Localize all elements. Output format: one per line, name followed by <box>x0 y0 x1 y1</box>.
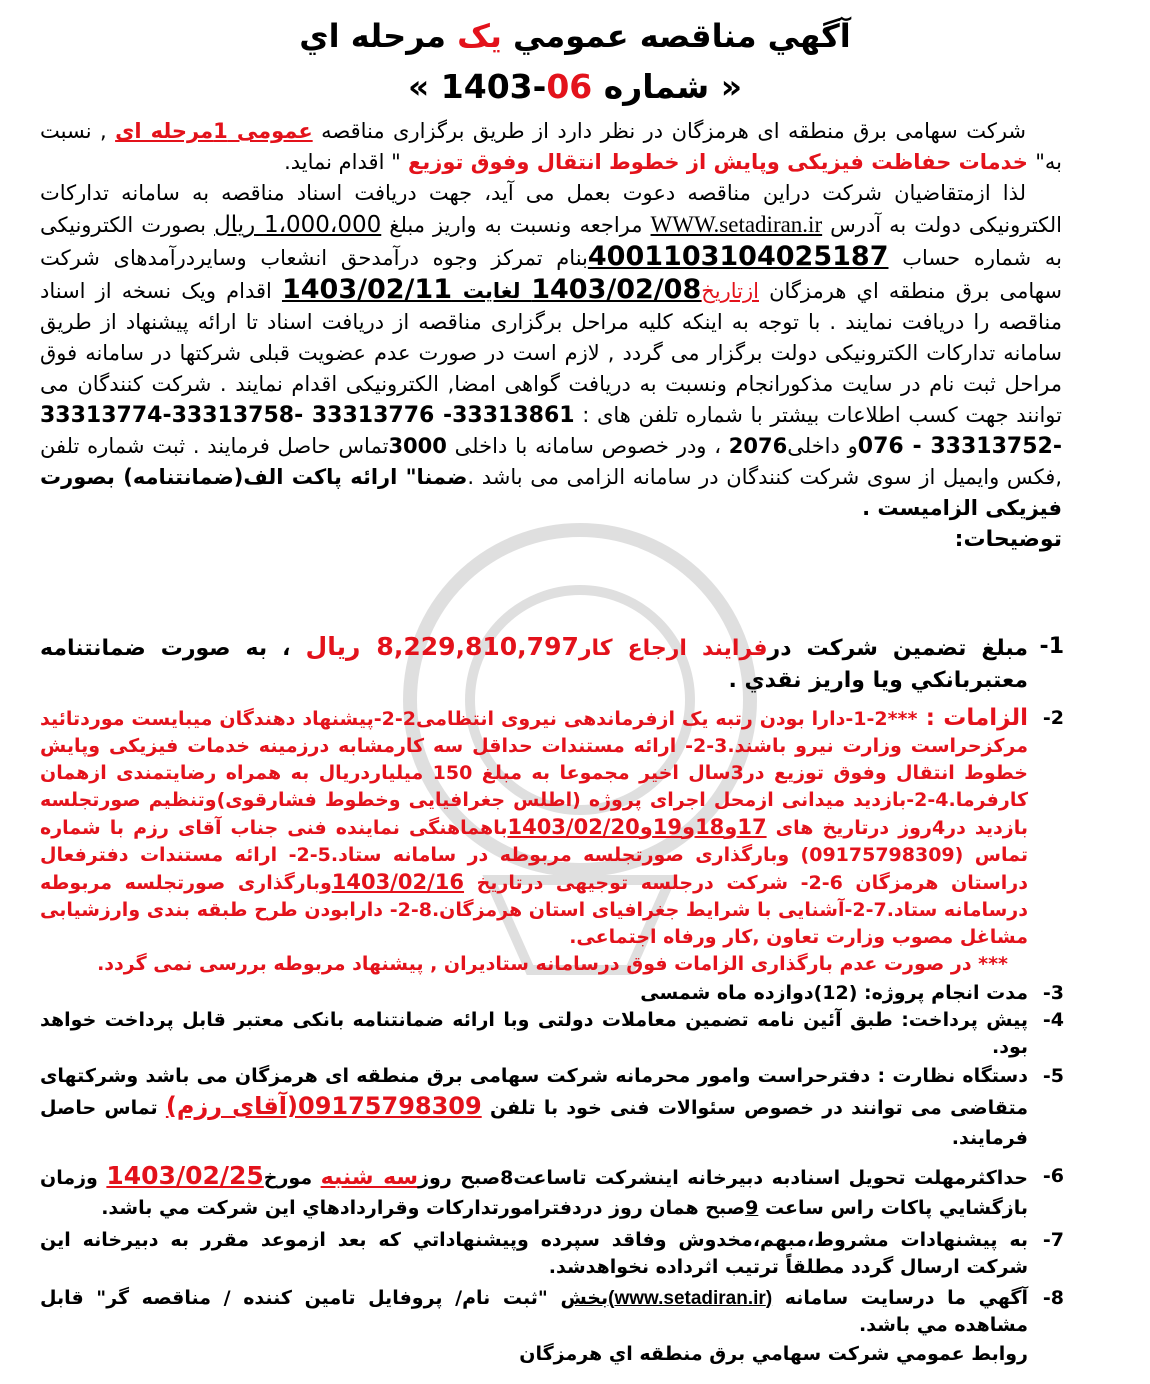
item-text-2: "ثبت نام/ پروفایل تامین كننده / مناقصه گر" قابل مشاهده مي باشد. <box>40 1287 1028 1336</box>
list-item-5 <box>40 1061 1062 1153</box>
number-suffix: -1403 » <box>407 67 547 106</box>
notice-number <box>0 64 1150 110</box>
list-item-1 <box>40 631 1062 697</box>
item-text-2: ، به صورت ضمانتنامه معتبربانكي ويا واريز نقدي . <box>40 636 1028 693</box>
intro-text-3: " اقدام نماید. <box>284 150 401 174</box>
account-number: 4001103104025187 <box>587 241 889 272</box>
briefing-date: 1403/02/16 <box>331 870 465 894</box>
deadline-date: 1403/02/25 <box>106 1161 264 1190</box>
item-text: مدت انجام پروژه: (12)دوازده ماه شمسی <box>640 982 1028 1004</box>
list-item-8 <box>40 1285 1062 1339</box>
instructions-paragraph <box>40 178 1062 524</box>
requirements-note: *** در صورت عدم بارگذاری الزامات فوق درسامانه ستادیران , پیشنهاد مربوطه بررسی نمی گردد. <box>97 953 1008 975</box>
requirements-text: ***2-1-دارا بودن رتبه یک ازفرماندهی نیروی انتظامی2-2-پیشنهاد دهندگان میبایست موردتائید مرکزحراست وزارت نیرو باشند.3-2- ارائه مستندات حداقل سه کارمشابه درزمینه خدمات فیزیکی وپایش خطوط انتقال وفوق توزیع در3سال اخیر مجموعا به مبلغ 150 میلیاردریال به همراه رضایتمندی ازهمان کارفرما.4-2-بازدید میدانی ازمحل اجرای پروژه (اطلس جغرافیایی وخطوط فشارقوی)وتنظیم صورتجلسه بازدید در4روز درتاریخ های <box>40 708 1028 839</box>
list-item-6 <box>40 1161 1062 1223</box>
setadiran-link[interactable]: (www.setadiran.ir) <box>608 1288 773 1309</box>
document-fee: 1،000،000 ریال <box>214 212 382 238</box>
item-text: مبلغ تضمين شركت در <box>767 636 1028 661</box>
number-red: 06 <box>546 67 593 106</box>
tender-type: عمومی 1مرحله ای <box>115 119 313 143</box>
visit-dates: 17و18و19و1403/02/20 <box>507 815 767 839</box>
from-label: ازتاریخ <box>701 279 759 303</box>
instructions-text-2: مراجعه ونسبت به واریز مبلغ <box>381 213 651 237</box>
notice-title <box>0 14 1150 58</box>
to-date: 1403/02/11 <box>281 274 452 305</box>
from-date: 1403/02/08 <box>531 274 702 305</box>
item-text: آگهي ما درسایت سامانه <box>772 1287 1028 1309</box>
title-text: آگهي مناقصه عمومي <box>501 17 851 55</box>
item-text: دستگاه نظارت : دفترحراست وامور محرمانه شرکت سهامی برق منطقه ای هرمزگان می باشد وشرکتهای متقاضی می توانند در خصوص سئوالات فنی خود با تلفن <box>40 1065 1028 1119</box>
instructions-text-6: ، ودر خصوص سامانه با داخلی <box>446 434 729 458</box>
section-label: بخش <box>560 1287 609 1309</box>
list-item-2 <box>40 705 1062 978</box>
item-number: 7- <box>1042 1229 1064 1251</box>
instructions-text-5: اقدام ویک نسخه از اسناد مناقصه را دریافت نمایند . با توجه به اینکه کلیه مراحل برگزاری مناقصه از دریافت اسناد تا ارائه پیشنهاد از طریق سامانه تدارکات الکترونیکی دولت برگزار می گردد , لازم است در صورت عدم عضویت قبلی شرکتها در سامانه فوق مراحل ثبت نام در سایت مذکورانجام ونسبت به دریافت گواهی امضا, الکترونیکی اقدام نمایند . شرکت کنندگان می توانند جهت کسب اطلاعات بیشتر با شماره تلفن های : <box>40 279 1063 427</box>
item-number: 1- <box>1039 634 1064 659</box>
setadiran-link[interactable]: WWW.setadiran.ir <box>650 212 823 237</box>
item-number: 3- <box>1042 982 1064 1004</box>
item-number: 2- <box>1042 707 1064 729</box>
instructions-text-4: بنام تمرکز وجوه درآمدحق انشعاب وسایردرآمدهای شرکت سهامی برق منطقه اي هرمزگان <box>40 246 1062 303</box>
ext-label: و داخلی <box>787 434 858 458</box>
contact-phone: 09175798309(آقای رزم) <box>165 1092 482 1120</box>
extension-2: 3000 <box>388 434 447 458</box>
item-number: 6- <box>1042 1165 1064 1187</box>
intro-text: شرکت سهامی برق منطقه ای هرمزگان در نظر دارد از طریق برگزاری مناقصه <box>312 119 1026 143</box>
item-text: به پیشنهادات مشروط،مبهم،مخدوش وفاقد سپرده وپیشنهاداتي كه بعد ازموعد مقرر به دبيرخانه اين شركت ارسال گردد مطلقاً ترتیب اثرداده نخواهدشد. <box>40 1229 1028 1278</box>
item-number: 8- <box>1042 1287 1064 1309</box>
list-item-7 <box>40 1227 1062 1281</box>
item-text-4: صبح همان روز دردفترامورتداركات وقراردادهاي اين شركت مي باشد. <box>101 1197 746 1219</box>
tender-subject: خدمات حفاظت فیزیکی وپایش از خطوط انتقال وفوق توزیع <box>400 150 1036 174</box>
instructions-text: لذا ازمتقاضیان شرکت دراین مناقصه دعوت بعمل می آید، جهت دریافت اسناد مناقصه به سامانه تدارکات الکترونیکی دولت به آدرس <box>40 181 1063 237</box>
deadline-day: سه شنبه <box>320 1165 419 1190</box>
extension-1: 2076 <box>728 434 788 458</box>
title-red-word: يک <box>457 17 502 55</box>
title-text-end: مرحله اي <box>299 17 458 55</box>
item-text-2: تماس حاصل فرمايند. <box>40 1097 1028 1149</box>
instructions-text-7: تماس حاصل فرمایند . ثبت شماره تلفن ,فکس وایمیل از سوی شرکت کنندگان در سامانه الزامی می باشد . <box>40 434 1062 489</box>
item-number: 5- <box>1042 1065 1064 1087</box>
guarantee-amount: 8,229,810,797 ریال <box>305 632 579 661</box>
to-label: لغایت <box>451 279 532 303</box>
opening-hour: 9 <box>745 1197 759 1219</box>
packet-requirement: ضمنا" ارائه پاکت الف(ضمانتنامه) بصورت فیزیکی الزامیست . <box>40 465 1062 520</box>
requirements-text-3: وبارگذاری صورتجلسه مربوطه درسامانه ستاد.7-2-آشنایی با شرایط جغرافیای استان هرمزگان.8-2- دارابودن طرح طبقه بندی وارزشیابی مشاغل مصوب وزارت تعاون ,کار ورفاه اجتماعی. <box>40 872 1028 948</box>
number-prefix: « شماره <box>592 67 743 106</box>
item-text-3: وزمان بازگشايي پاكات راس ساعت <box>40 1167 1028 1219</box>
item-number: 4- <box>1042 1009 1064 1031</box>
list-item-4 <box>40 1007 1062 1061</box>
intro-paragraph <box>40 116 1062 178</box>
requirements-text-2: باهماهنگی نماینده فنی جناب آقای رزم با شماره تماس (09175798309) وبارگذاری صورتجلسه مربوطه در سامانه ستاد.5-2- ارائه مستندات دفترفعال دراستان هرمزگان 6-2- شرکت درجلسه توجیهی درتاریخ <box>40 817 1028 894</box>
item-text-2: مورخ <box>263 1167 321 1189</box>
notice-body <box>40 116 1062 555</box>
intro-text-2: , نسبت به" <box>40 119 1062 174</box>
list-item-3 <box>40 980 1062 1007</box>
notes-heading: توضیحات: <box>954 527 1062 552</box>
instructions-text-3: بصورت الکترونیکی به شماره حساب <box>40 213 1062 270</box>
item-red-text: فرايند ارجاع كار <box>578 636 768 661</box>
phone-numbers: 33313861- 33313776 -33313758-33313774 -33313752 - 076 <box>40 403 1062 459</box>
signature: روابط عمومي شركت سهامي برق منطقه اي هرمزگان <box>519 1343 1028 1365</box>
item-text: حداكثرمهلت تحويل اسنادبه دبيرخانه اينشركت تاساعت8صبح روز <box>418 1167 1028 1189</box>
notes-list <box>40 631 1062 1368</box>
item-text: پیش پرداخت: طبق آئین نامه تضمین معاملات دولتی وبا ارائه ضمانتنامه بانکی معتبر قابل پرداخت خواهد بود. <box>40 1009 1028 1058</box>
requirements-label: الزامات : <box>917 705 1028 731</box>
